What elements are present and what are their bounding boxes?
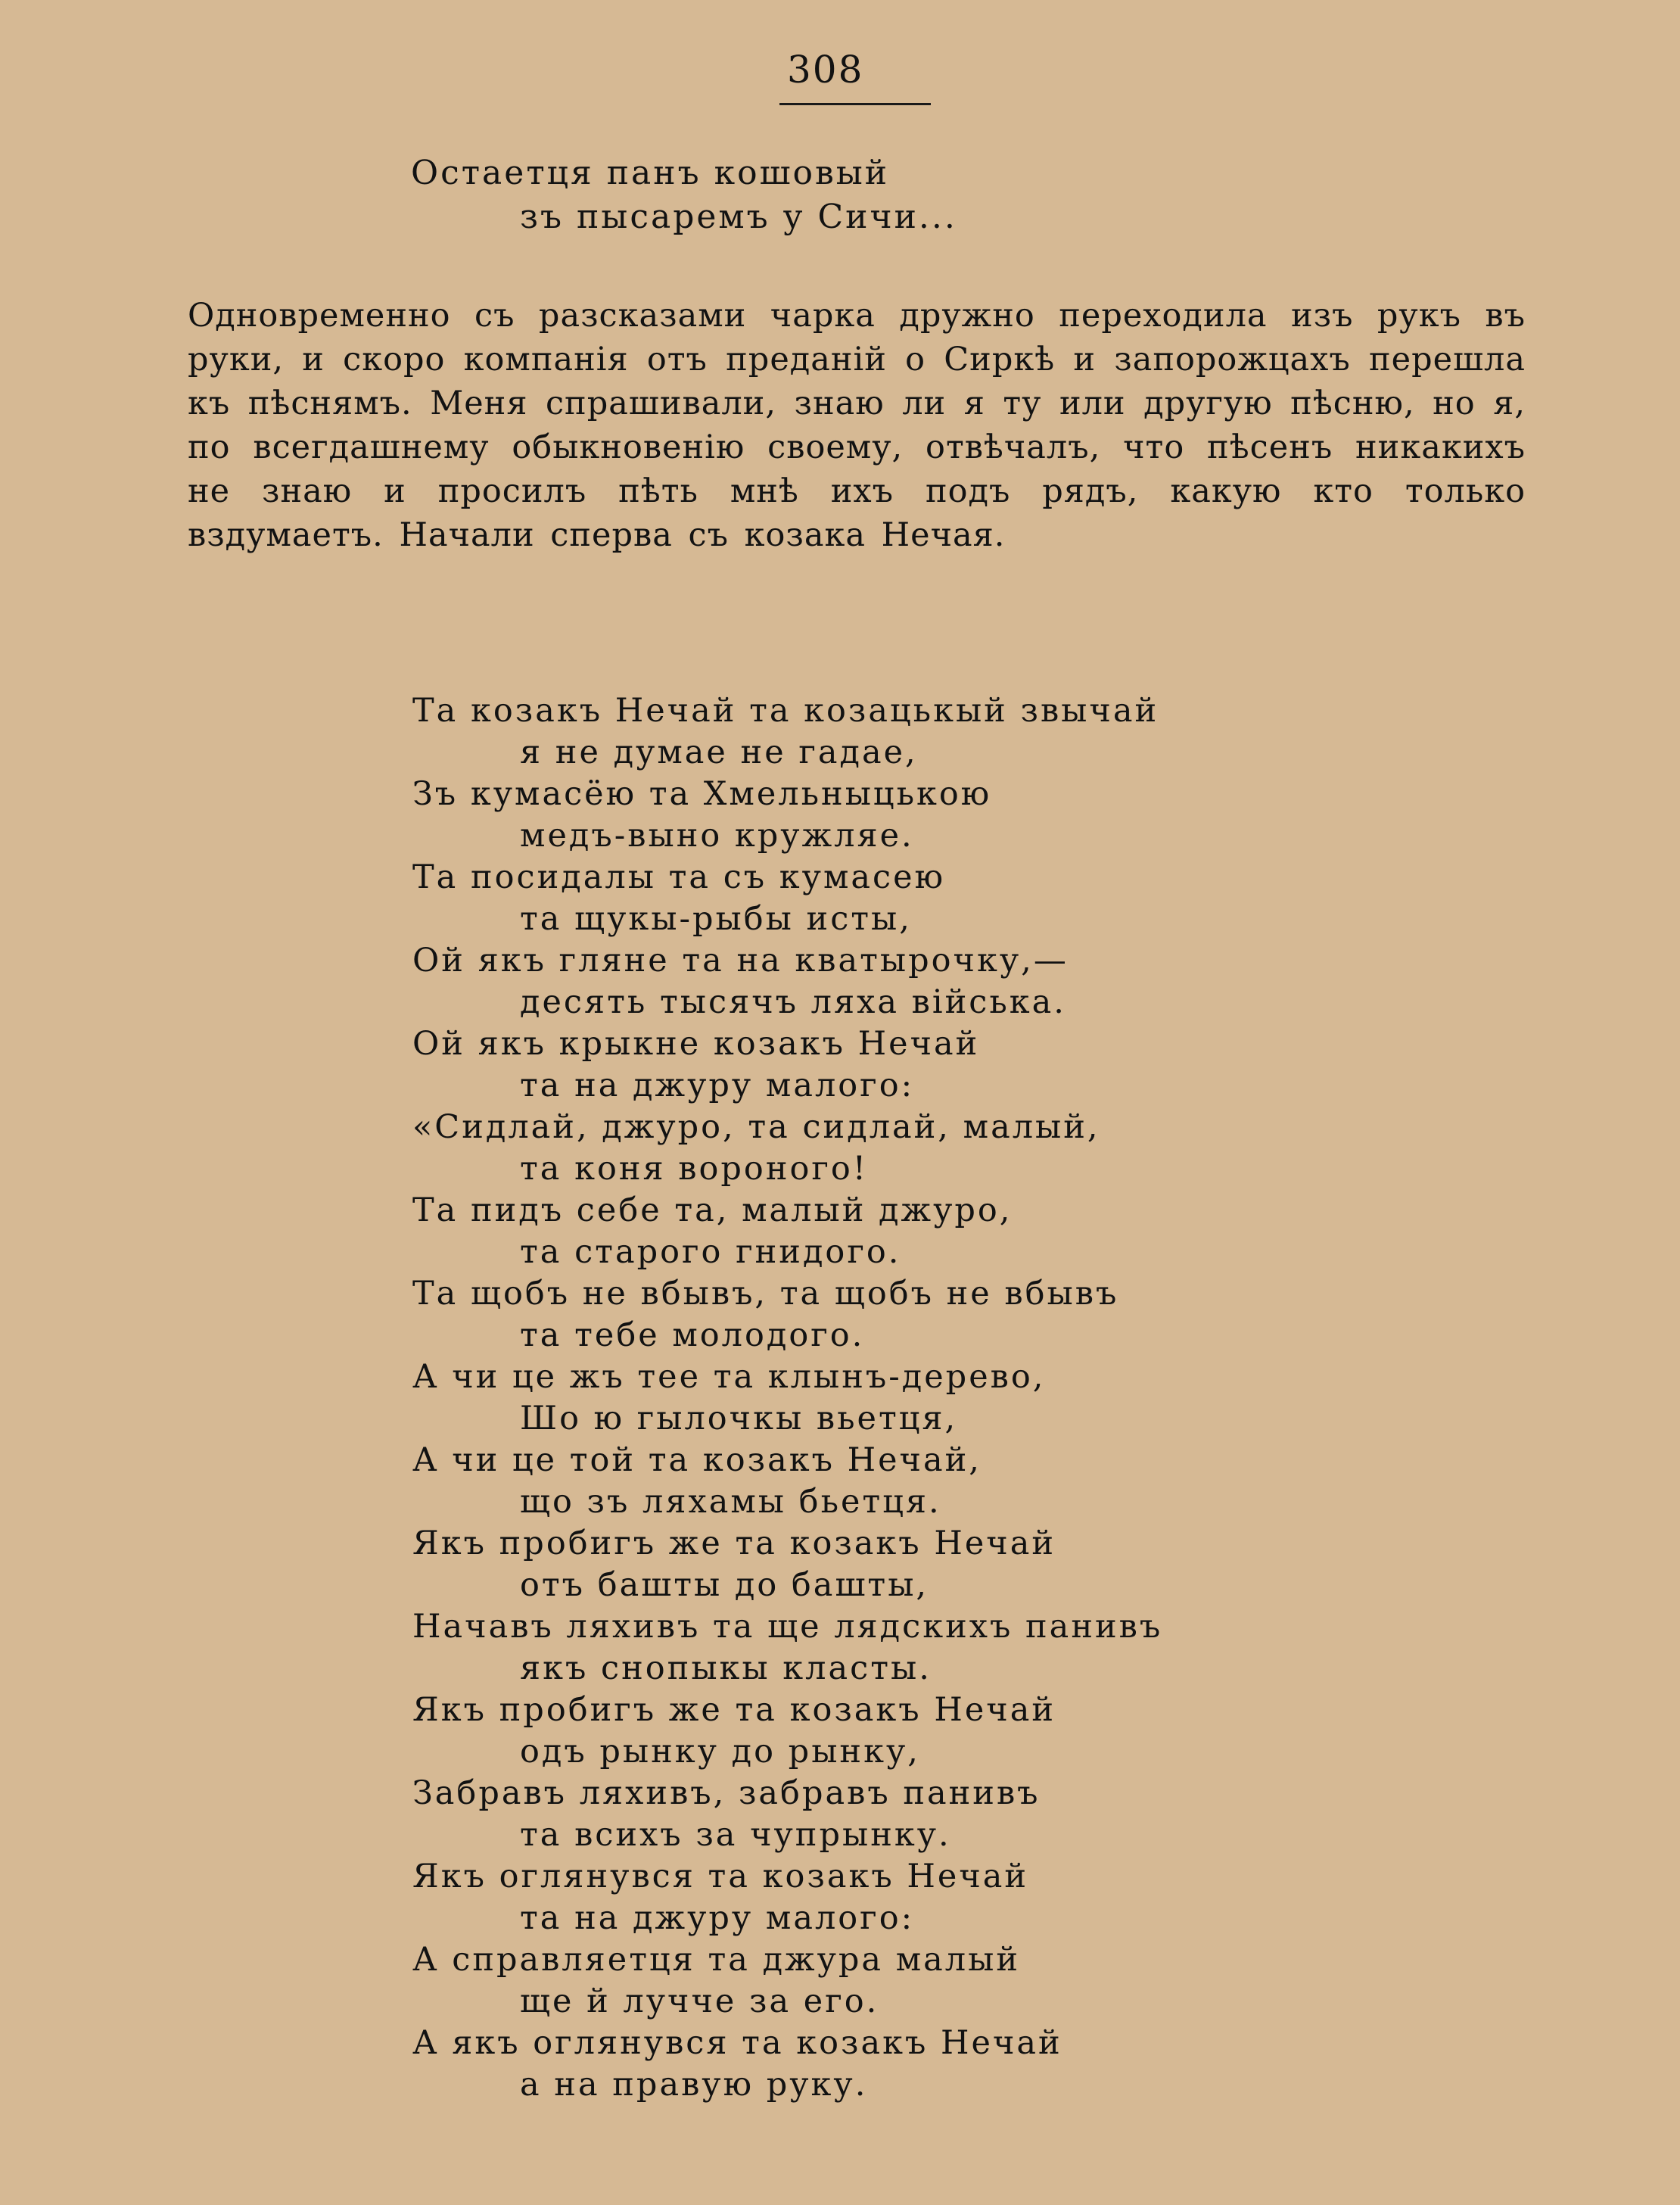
verse-line: та щукы-рыбы исты, — [520, 900, 912, 938]
verse-line: Шо ю гылочкы вьетця, — [520, 1400, 958, 1437]
page-number-rule — [779, 103, 931, 105]
verse-line: А чи це жъ тее та клынъ-дерево, — [412, 1358, 1046, 1396]
verse-line: А якъ оглянувся та козакъ Нечай — [412, 2024, 1062, 2062]
verse-line: медъ-выно кружляе. — [520, 817, 914, 855]
verse-line: та старого гнидого. — [520, 1233, 901, 1271]
page-number: 308 — [787, 48, 864, 92]
epigraph-verse — [411, 151, 957, 239]
verse-line: Та посидалы та съ кумасею — [412, 858, 946, 896]
verse-line: та на джуру малого: — [520, 1067, 915, 1104]
verse-line: якъ снопыкы класты. — [520, 1649, 932, 1687]
verse-line: Та козакъ Нечай та козацькый звычай — [412, 692, 1159, 730]
verse-line: та на джуру малого: — [520, 1899, 915, 1937]
verse-line: одъ рынку до рынку, — [520, 1733, 920, 1771]
verse-line: ще й лучче за его. — [520, 1982, 879, 2020]
verse-line: я не думае не гадае, — [520, 733, 918, 771]
verse-line: А справляетця та джура малый — [412, 1941, 1021, 1979]
verse-line: Якъ пробигъ же та козакъ Нечай — [412, 1691, 1056, 1729]
song-verse — [412, 690, 1162, 2106]
verse-line: отъ башты до башты, — [520, 1566, 929, 1604]
verse-line: десять тысячъ ляха війська. — [520, 983, 1066, 1021]
verse-line: Якъ оглянувся та козакъ Нечай — [412, 1858, 1029, 1895]
epigraph-line: зъ пысаремъ у Сичи... — [520, 198, 957, 236]
verse-line: Ой якъ гляне та на кватырочку,— — [412, 942, 1069, 979]
verse-line: та всихъ за чупрынку. — [520, 1816, 951, 1854]
prose-paragraph: Одновременно съ разсказами чарка дружно переходила изъ рукъ въ руки, и скоро компанія отъ преданій о Сиркѣ и запорожцахъ перешла къ пѣснямъ. Меня спрашивали, знаю ли я ту или другую пѣсню, но я, по всегдашнему обыкновенію своему, отвѣчалъ, что пѣсенъ никакихъ не знаю и просилъ пѣть мнѣ ихъ подъ рядъ, какую кто только вздумаетъ. Начали сперва съ козака Нечая. — [188, 297, 1526, 554]
verse-line: Та щобъ не вбывъ, та щобъ не вбывъ — [412, 1275, 1119, 1313]
verse-line: Якъ пробигъ же та козакъ Нечай — [412, 1525, 1056, 1562]
verse-line: та тебе молодого. — [520, 1316, 865, 1354]
epigraph-line: Остаетця панъ кошовый — [411, 154, 890, 192]
verse-line: «Сидлай, джуро, та сидлай, малый, — [412, 1108, 1100, 1146]
verse-line: Начавъ ляхивъ та ще лядскихъ панивъ — [412, 1608, 1163, 1646]
verse-line: Та пидъ себе та, малый джуро, — [412, 1191, 1013, 1229]
verse-line: Зъ кумасёю та Хмельныцькою — [412, 775, 992, 813]
verse-line: а на правую руку. — [520, 2066, 868, 2104]
verse-line: що зъ ляхамы бьетця. — [520, 1483, 941, 1521]
verse-line: Забравъ ляхивъ, забравъ панивъ — [412, 1774, 1041, 1812]
verse-line: та коня вороного! — [520, 1150, 869, 1188]
verse-line: А чи це той та козакъ Нечай, — [412, 1441, 982, 1479]
verse-line: Ой якъ крыкне козакъ Нечай — [412, 1025, 980, 1063]
